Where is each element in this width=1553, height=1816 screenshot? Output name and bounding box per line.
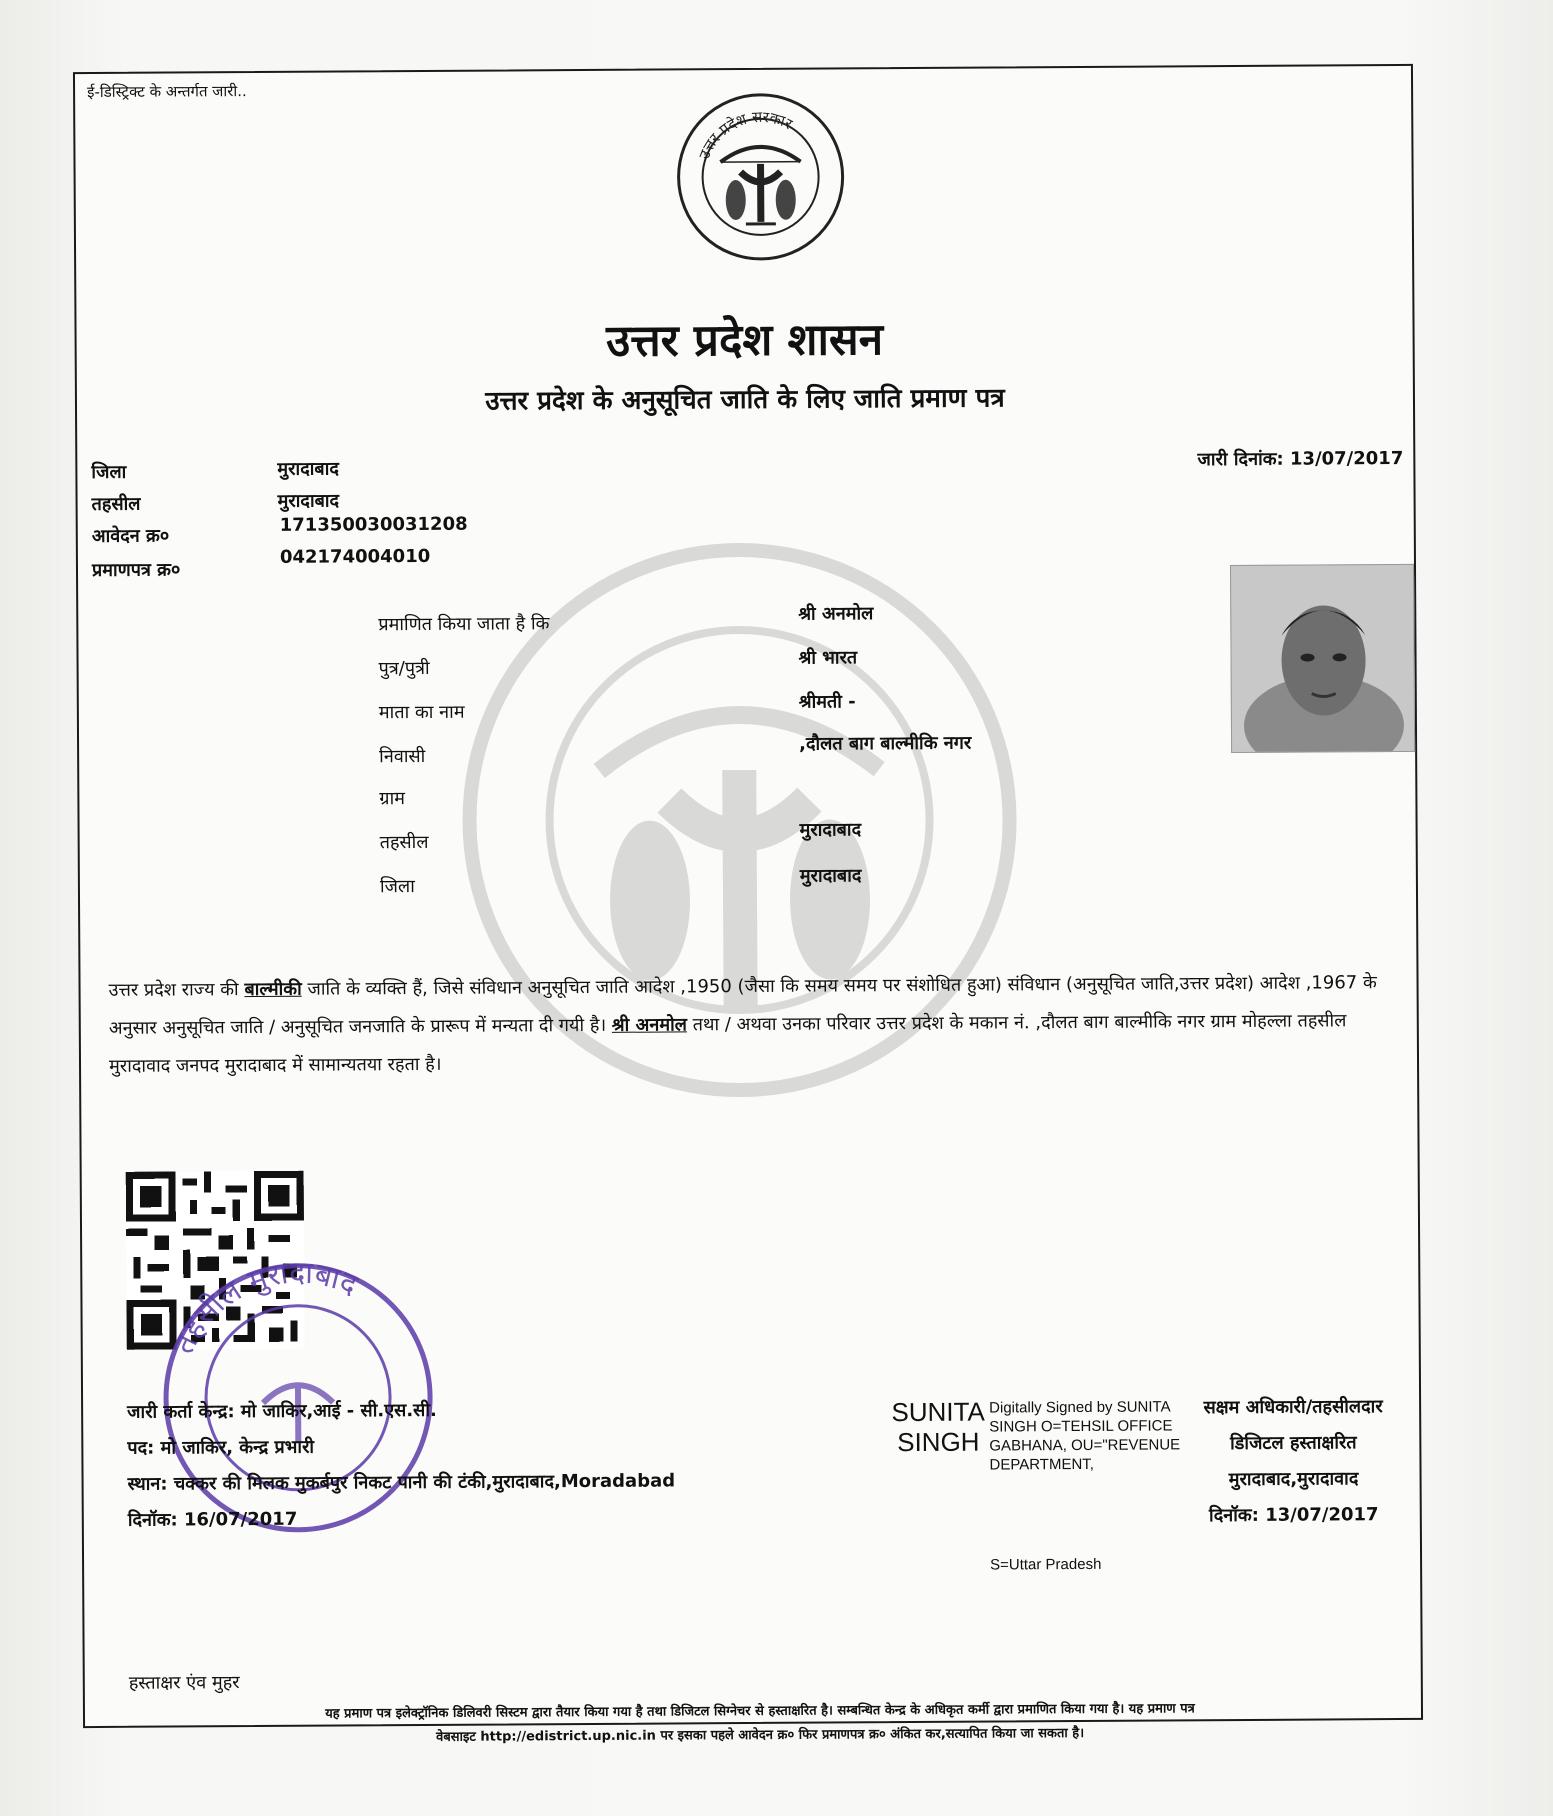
certificate-subtitle: उत्तर प्रदेश के अनुसूचित जाति के लिए जाति प्रमाण पत्र xyxy=(485,383,1005,417)
signature-details: Digitally Signed by SUNITA SINGH O=TEHSIL OFFICE GABHANA, OU="REVENUE DEPARTMENT, xyxy=(989,1398,1181,1474)
svg-text:तहसील मुरादाबाद: तहसील मुरादाबाद xyxy=(166,1255,363,1360)
tehsil-label: तहसील xyxy=(91,493,141,516)
certificate-no-label: प्रमाणपत्र क्र० xyxy=(91,559,181,582)
signature-state: S=Uttar Pradesh xyxy=(990,1555,1102,1574)
officer-date: दिनॉक: 13/07/2017 xyxy=(1208,1504,1379,1527)
certificate-no-value: 042174004010 xyxy=(279,545,431,568)
footer-line-2: वेबसाइट http://edistrict.up.nic.in पर इसका पहले आवेदन क्र० फिर प्रमाणपत्र क्र० अंकित कर,सत्यापित किया जा सकता है। xyxy=(436,1725,1085,1745)
issuer-place: स्थान: चक्कर की मिलक मुकर्बपुर निकट पानी की टंकी,मुरादाबाद,Moradabad xyxy=(127,1470,676,1495)
statement-part-2: जाति के व्यक्ति हैं, जिसे संविधान अनुसूचित जाति आदेश ,1950 (जैसा कि समय समय पर संशोधित हुआ) संविधान (अनुसूचित जाति,उत्तर प्रदेश) आदेश ,1967 के अनुसार अनुसूचित जाति / अनुसूचित जनजाति के प्रारूप में मन्यता दी गयी है। xyxy=(108,972,1377,1039)
issue-date: जारी दिनांक: 13/07/2017 xyxy=(1197,447,1404,471)
applicant-photo xyxy=(1230,564,1415,753)
header-note: ई-डिस्ट्रिक्ट के अन्तर्गत जारी.. xyxy=(87,82,247,102)
svg-text:उत्तर प्रदेश सरकार: उत्तर प्रदेश सरकार xyxy=(695,107,796,162)
district-label: जिला xyxy=(91,461,127,484)
statement-part-1: उत्तर प्रदेश राज्य की xyxy=(108,979,245,1001)
field-district-value: मुरादाबाद xyxy=(799,865,862,887)
resident-label: निवासी xyxy=(379,745,426,768)
certified-label: प्रमाणित किया जाता है कि xyxy=(378,613,550,636)
application-no-value: 171350030031208 xyxy=(279,513,468,536)
signature-and-seal-label: हस्ताक्षर एंव मुहर xyxy=(128,1672,240,1694)
up-government-emblem-icon xyxy=(675,91,846,262)
issuer-date: दिनॉक: 16/07/2017 xyxy=(127,1508,298,1531)
digitally-signed-label: डिजिटल हस्ताक्षरित xyxy=(1230,1432,1357,1455)
caste-name: बाल्मीकी xyxy=(244,978,302,1001)
statement-applicant-name: श्री अनमोल xyxy=(611,1014,688,1036)
footer-line-1: यह प्रमाण पत्र इलेक्ट्रॉनिक डिलिवरी सिस्टम द्वारा तैयार किया गया है तथा डिजिटल सिग्नेचर से हस्ताक्षरित है। सम्बन्धित केन्द्र के अधिकृत कर्मी द्वारा प्रमाणित किया गया है। यह प्रमाण पत्र xyxy=(325,1701,1195,1722)
statement-part-3: तथा / अथवा उनका परिवार उत्तर प्रदेश के मकान नं. ,दौलत बाग बाल्मीकि नगर ग्राम मोहल्ला तहसील मुरादावाद जनपद मुरादाबाद में सामान्यतया रहता है। xyxy=(108,1010,1347,1077)
father-name: श्री भारत xyxy=(798,647,858,669)
applicant-name: श्री अनमोल xyxy=(798,603,874,625)
officer-place: मुरादाबाद,मुरादावाद xyxy=(1228,1468,1359,1491)
applicant-photo-image xyxy=(1231,565,1414,752)
son-daughter-label: पुत्र/पुत्री xyxy=(378,657,430,680)
officer-title: सक्षम अधिकारी/तहसीलदार xyxy=(1203,1396,1383,1419)
certificate-statement xyxy=(108,964,1409,1086)
issuer-post: पद: मो जाकिर, केन्द्र प्रभारी xyxy=(127,1436,315,1459)
application-no-label: आवेदन क्र० xyxy=(91,525,170,548)
tehsil-value: मुरादाबाद xyxy=(277,490,340,512)
field-district-label: जिला xyxy=(379,876,415,898)
certificate-title: उत्तर प्रदेश शासन xyxy=(605,314,884,367)
field-tehsil-label: तहसील xyxy=(379,831,429,854)
signer-name: SUNITA SINGH xyxy=(891,1396,985,1458)
village-label: ग्राम xyxy=(379,788,406,810)
issuing-center: जारी कर्ता केन्द्र: मो जाकिर,आई - सी.एस.सी. xyxy=(127,1399,437,1423)
district-value: मुरादाबाद xyxy=(277,458,339,480)
certificate-frame xyxy=(73,64,1423,1745)
field-tehsil-value: मुरादाबाद xyxy=(799,819,862,841)
mother-name-label: माता का नाम xyxy=(378,701,465,724)
mother-name: श्रीमती - xyxy=(798,691,856,713)
resident-value: ,दौलत बाग बाल्मीकि नगर xyxy=(799,732,972,755)
